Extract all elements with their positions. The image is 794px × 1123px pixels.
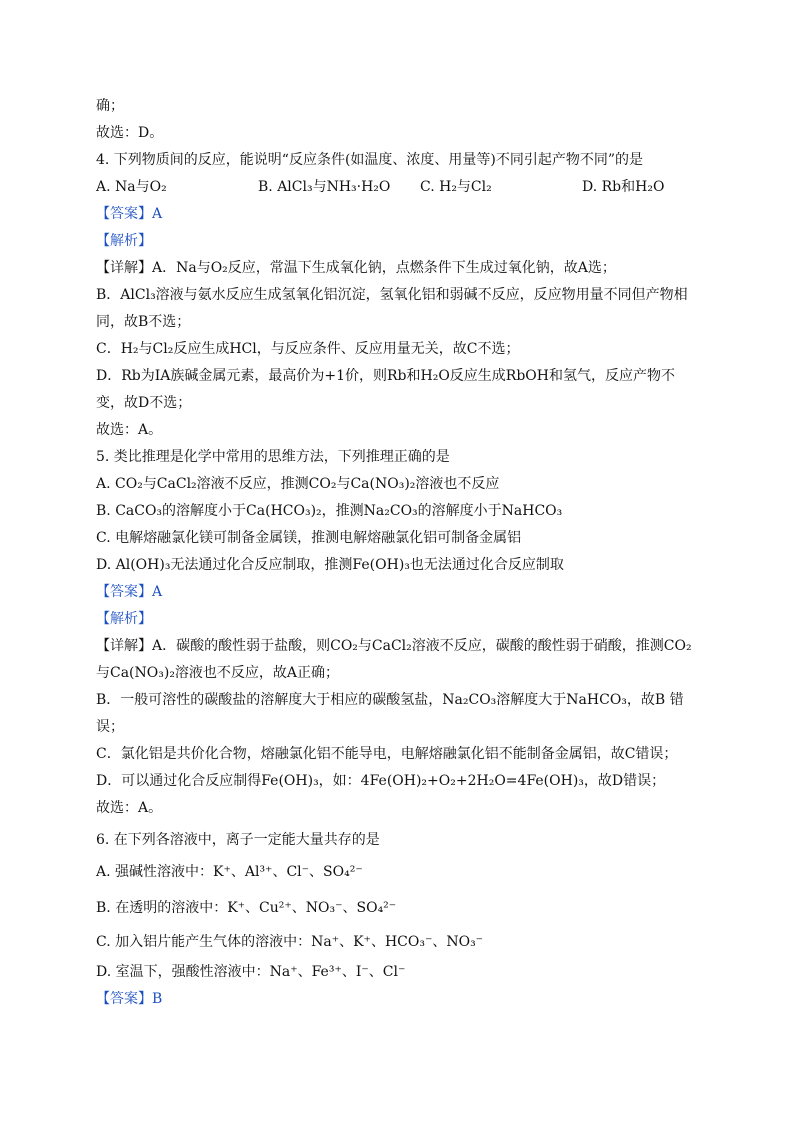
answer-label: 【答案】A xyxy=(96,206,163,222)
explanation-line: C．H₂与Cl₂反应生成HCl，与反应条件、反应用量无关，故C不选； xyxy=(96,341,520,357)
option-a: A. CO₂与CaCl₂溶液不反应，推测CO₂与Ca(NO₃)₂溶液也不反应 xyxy=(96,476,500,492)
question-4-options xyxy=(96,177,702,197)
question-4: 4. 下列物质间的反应，能说明“反应条件(如温度、浓度、用量等)不同引起产物不同”的是 xyxy=(96,152,644,168)
explanation-line: D．可以通过化合反应制得Fe(OH)₃，如：4Fe(OH)₂+O₂+2H₂O=4Fe(OH)₃，故D错误； xyxy=(96,773,666,789)
option-d: D. Al(OH)₃无法通过化合反应制取，推测Fe(OH)₃也无法通过化合反应制取 xyxy=(96,557,564,573)
answer-label: 【答案】A xyxy=(96,584,163,600)
answer-label: 【答案】B xyxy=(96,991,163,1007)
explanation-line: 变，故D不选； xyxy=(96,395,192,411)
explanation-line: D．Rb为IA族碱金属元素，最高价为+1价，则Rb和H₂O反应生成RbOH和氢气，反应产物不 xyxy=(96,368,675,384)
explanation-line: B．AlCl₃溶液与氨水反应生成氢氧化铝沉淀，氢氧化铝和弱碱不反应，反应物用量不同但产物相 xyxy=(96,287,688,303)
explanation-line: 同，故B不选； xyxy=(96,314,191,330)
option-d: D. Rb和H₂O xyxy=(582,179,665,195)
question-6: 6. 在下列各溶液中，离子一定能大量共存的是 xyxy=(96,832,380,848)
analysis-label: 【解析】 xyxy=(96,233,152,249)
conclusion-line: 故选：A。 xyxy=(96,422,163,438)
option-c: C. 电解熔融氯化镁可制备金属镁，推测电解熔融氯化铝可制备金属铝 xyxy=(96,530,522,546)
option-b: B. AlCl₃与NH₃·H₂O xyxy=(258,179,391,195)
option-a: A. Na与O₂ xyxy=(96,179,167,195)
conclusion-line: 故选：A。 xyxy=(96,800,163,816)
option-d: D. 室温下，强酸性溶液中：Na⁺、Fe³⁺、I⁻、Cl⁻ xyxy=(96,964,406,980)
explanation-line: 与Ca(NO₃)₂溶液也不反应，故A正确； xyxy=(96,665,340,681)
text-line: 确； xyxy=(96,98,124,114)
option-b: B. CaCO₃的溶解度小于Ca(HCO₃)₂，推测Na₂CO₃的溶解度小于NaHCO₃ xyxy=(96,503,563,519)
option-a: A. 强碱性溶液中：K⁺、Al³⁺、Cl⁻、SO₄²⁻ xyxy=(96,864,363,880)
explanation-line: 误； xyxy=(96,719,124,735)
explanation-line: C．氯化铝是共价化合物，熔融氯化铝不能导电，电解熔融氯化铝不能制备金属铝，故C错误； xyxy=(96,746,678,762)
text-line: 故选：D。 xyxy=(96,125,164,141)
analysis-label: 【解析】 xyxy=(96,611,152,627)
option-c: C. H₂与Cl₂ xyxy=(420,179,492,195)
explanation-line: B．一般可溶性的碳酸盐的溶解度大于相应的碳酸氢盐，Na₂CO₃溶解度大于NaHCO₃，故B 错 xyxy=(96,692,684,708)
explanation-line: 【详解】A．碳酸的酸性弱于盐酸，则CO₂与CaCl₂溶液不反应，碳酸的酸性弱于硝酸，推测CO₂ xyxy=(96,638,692,654)
question-5: 5. 类比推理是化学中常用的思维方法，下列推理正确的是 xyxy=(96,449,450,465)
option-b: B. 在透明的溶液中：K⁺、Cu²⁺、NO₃⁻、SO₄²⁻ xyxy=(96,900,397,916)
option-c: C. 加入铝片能产生气体的溶液中：Na⁺、K⁺、HCO₃⁻、NO₃⁻ xyxy=(96,934,484,950)
explanation-line: 【详解】A．Na与O₂反应，常温下生成氧化钠，点燃条件下生成过氧化钠，故A选； xyxy=(96,260,616,276)
